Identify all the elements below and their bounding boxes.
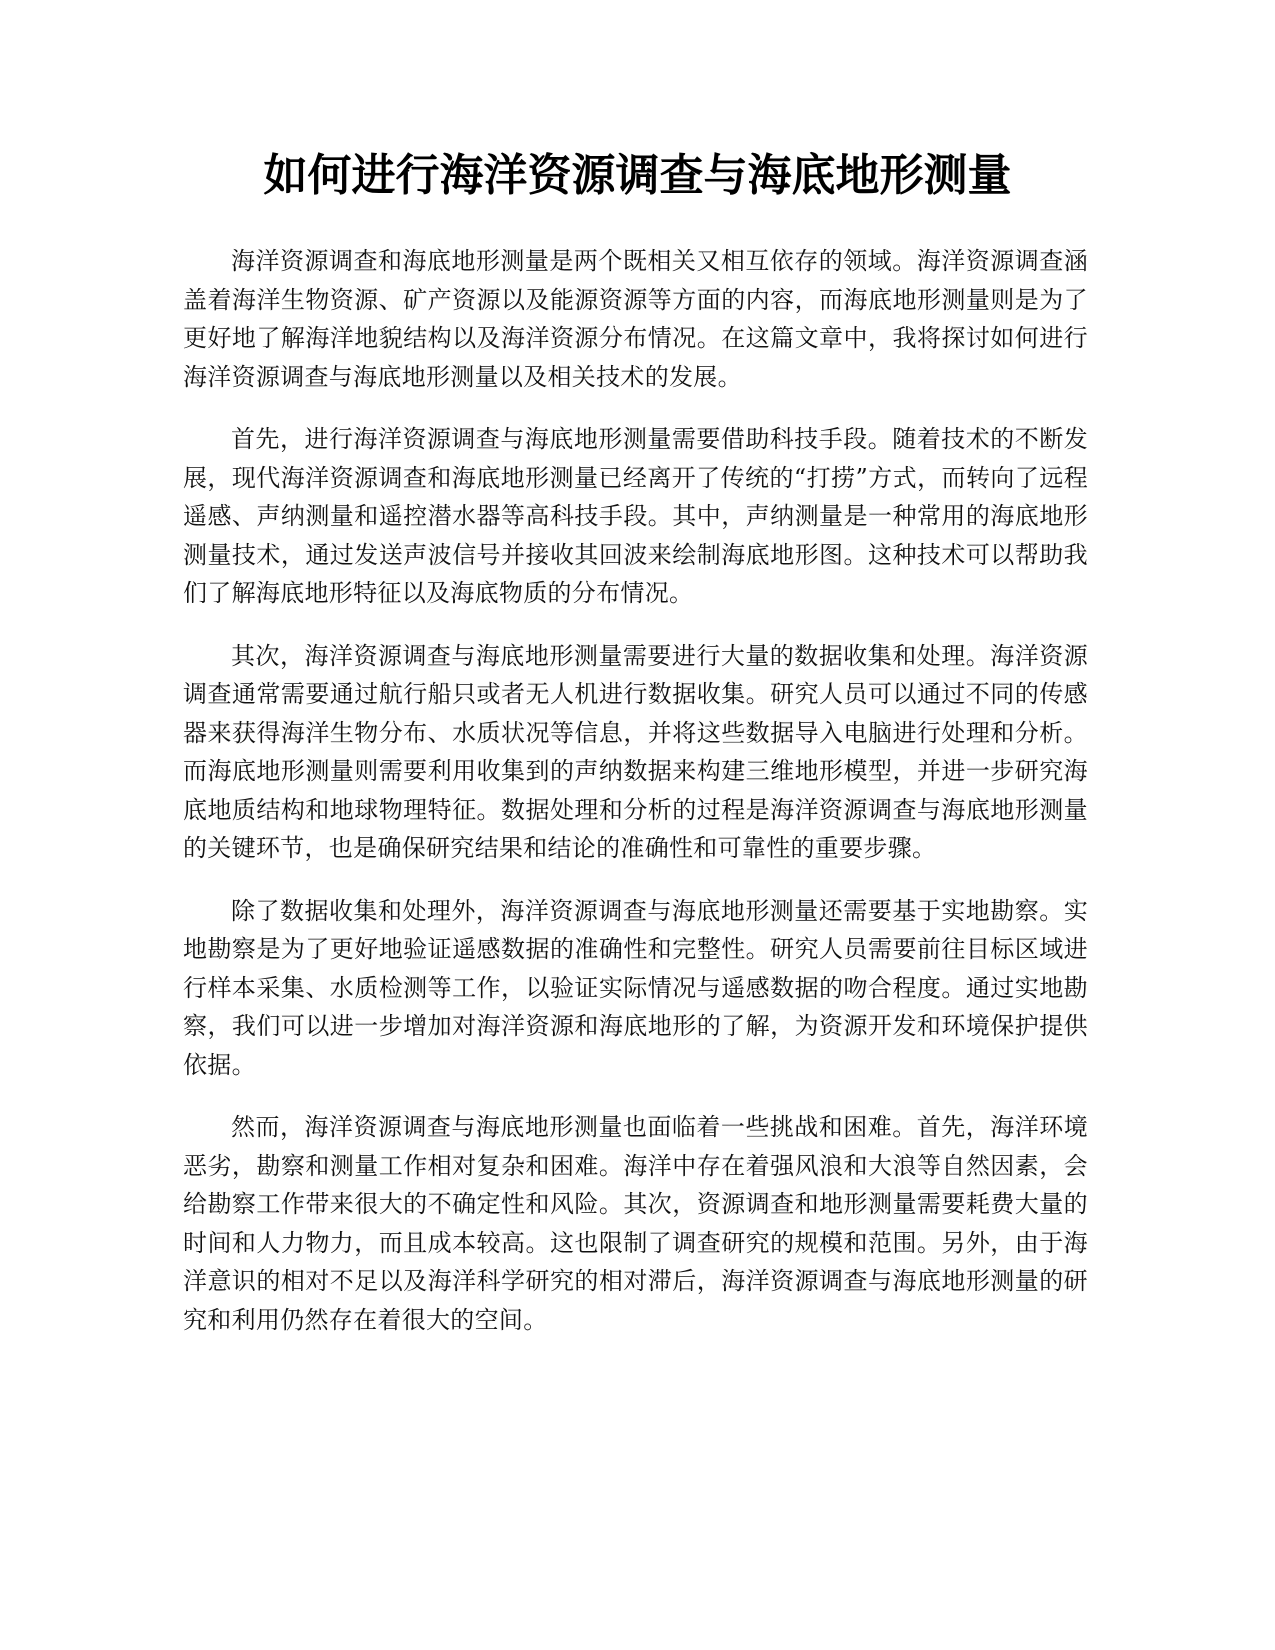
paragraph-intro: 海洋资源调查和海底地形测量是两个既相关又相互依存的领域。海洋资源调查涵盖着海洋生物资源、矿产资源以及能源资源等方面的内容，而海底地形测量则是为了更好地了解海洋地貌结构以及海洋资源分布情况。在这篇文章中，我将探讨如何进行海洋资源调查与海底地形测量以及相关技术的发展。 <box>183 247 1088 391</box>
paragraph-field-survey: 除了数据收集和处理外，海洋资源调查与海底地形测量还需要基于实地勘察。实地勘察是为了更好地验证遥感数据的准确性和完整性。研究人员需要前往目标区域进行样本采集、水质检测等工作，以验证实际情况与遥感数据的吻合程度。通过实地勘察，我们可以进一步增加对海洋资源和海底地形的了解，为资源开发和环境保护提供依据。 <box>183 896 1088 1079</box>
document-title: 如何进行海洋资源调查与海底地形测量 <box>263 150 1012 201</box>
paragraph-data-processing: 其次，海洋资源调查与海底地形测量需要进行大量的数据收集和处理。海洋资源调查通常需要通过航行船只或者无人机进行数据收集。研究人员可以通过不同的传感器来获得海洋生物分布、水质状况等信息，并将这些数据导入电脑进行处理和分析。而海底地形测量则需要利用收集到的声纳数据来构建三维地形模型，并进一步研究海底地质结构和地球物理特征。数据处理和分析的过程是海洋资源调查与海底地形测量的关键环节，也是确保研究结果和结论的准确性和可靠性的重要步骤。 <box>183 641 1088 862</box>
paragraph-technology: 首先，进行海洋资源调查与海底地形测量需要借助科技手段。随着技术的不断发展，现代海洋资源调查和海底地形测量已经离开了传统的“打捞”方式，而转向了远程遥感、声纳测量和遥控潜水器等高科技手段。其中，声纳测量是一种常用的海底地形测量技术，通过发送声波信号并接收其回波来绘制海底地形图。这种技术可以帮助我们了解海底地形特征以及海底物质的分布情况。 <box>183 425 1088 607</box>
document-body <box>183 242 1088 1363</box>
paragraph-challenges: 然而，海洋资源调查与海底地形测量也面临着一些挑战和困难。首先，海洋环境恶劣，勘察和测量工作相对复杂和困难。海洋中存在着强风浪和大浪等自然因素，会给勘察工作带来很大的不确定性和风险。其次，资源调查和地形测量需要耗费大量的时间和人力物力，而且成本较高。这也限制了调查研究的规模和范围。另外，由于海洋意识的相对不足以及海洋科学研究的相对滞后，海洋资源调查与海底地形测量的研究和利用仍然存在着很大的空间。 <box>183 1113 1088 1334</box>
